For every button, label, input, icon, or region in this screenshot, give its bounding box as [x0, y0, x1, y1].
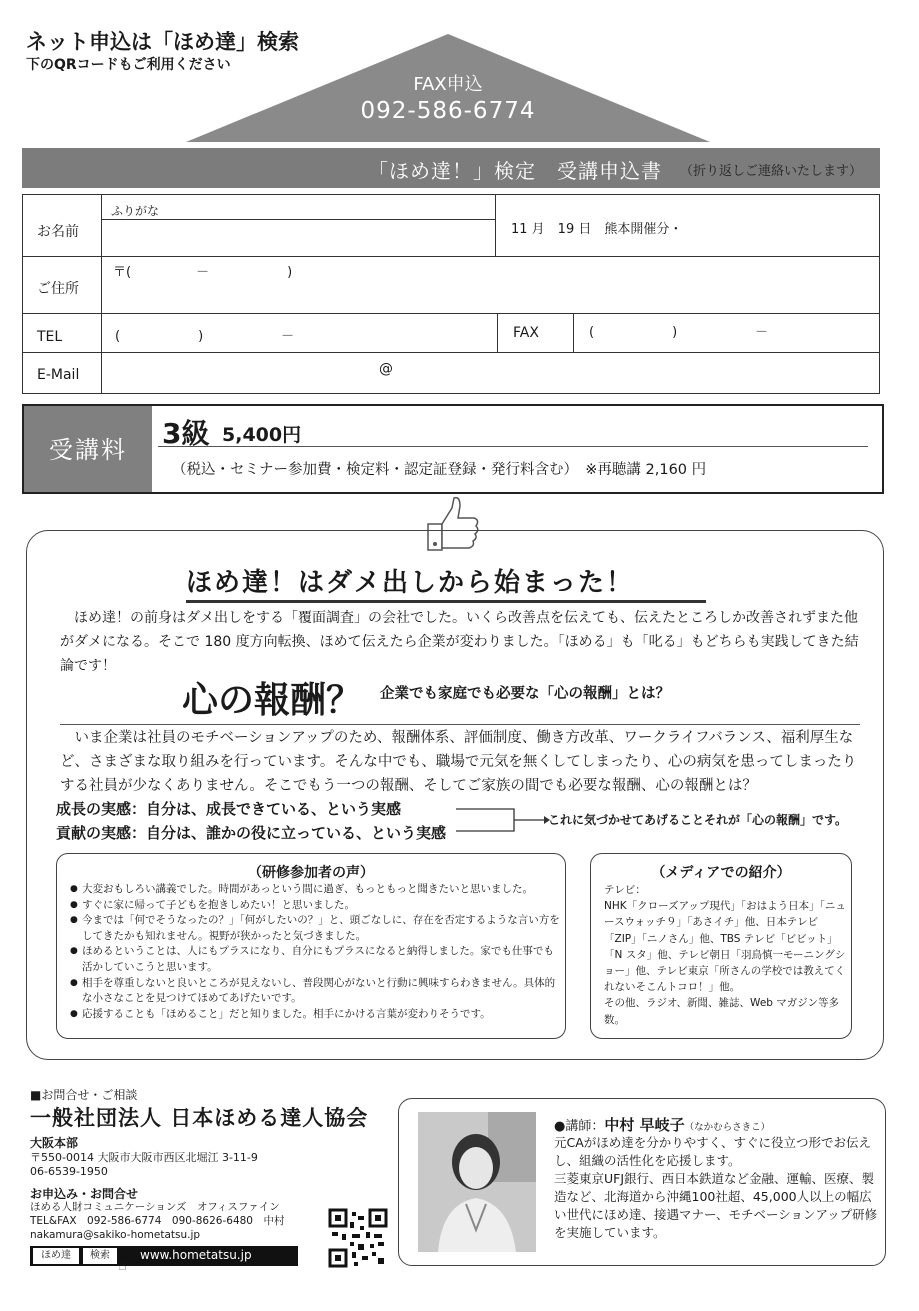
list-item: ● ほめるということは、人にもプラスになり、自分にもプラスになると納得しました。家でも仕事でも活かしていこうと思います。 — [70, 944, 560, 975]
heart-reward-title: 心の報酬？ — [182, 679, 363, 721]
list-item: ● 相手を尊重しないと良いところが見えないし、普段関心がないと行動に興味すらわきません。具体的な小さなことを見つけてほめてあげたいです。 — [70, 976, 560, 1007]
fax-label: FAX申込 — [413, 74, 483, 95]
lecturer-bio: 元CAがほめ達を分かりやすく、すぐに役立つ形でお伝えし、組織の活性化を応援します。 三菱東京UFJ銀行、西日本鉄道など金融、運輸、医療、製造など、北海道から沖縄100社超、45,000人以上の幅広い世代にほめ達、接遇マナー、モチベーションアップ研修を実施しています。 — [554, 1135, 878, 1240]
heart-divider — [60, 724, 860, 725]
email-field[interactable]: @ — [379, 361, 393, 377]
media-text: テレビ： NHK「クローズアップ現代」「おはよう日本」「ニュースウォッチ９」「あさイチ」他、日本テレビ「ZIP」「ニノさん」他、TBS テレビ「ビビット」「N スタ」他、テレビ朝日「羽鳥慎一モーニングショー」他、テレビ東京「所さんの学校では教えてくれないそこんトコロ！」他。 その他、ラジオ、新聞、雑誌、Web マガジン等多数。 — [604, 884, 846, 1026]
list-item: ● 応援することも「ほめること」だと知りました。相手にかける言葉が変わりそうです。 — [70, 1007, 560, 1023]
list-item: ● すぐに家に帰って子どもを抱きしめたい！と思いました。 — [70, 898, 560, 914]
hook-title: ほめ達！はダメ出しから始まった！ — [186, 568, 635, 598]
fee-divider — [158, 446, 868, 447]
net-apply-title: ネット申込は「ほめ達」検索 — [26, 30, 299, 54]
heart-reward-subtitle: 企業でも家庭でも必要な「心の報酬」とは？ — [380, 686, 670, 702]
fee-price: 5,400円 — [222, 424, 302, 446]
contribution-line: 貢献の実感：自分は、誰かの役に立っている、という実感 — [56, 824, 447, 842]
osaka-address: 〒550-0014 大阪市大阪市西区北堀江 3-11-9 06-6539-1950 — [30, 1151, 258, 1178]
furigana-label: ふりがな — [111, 204, 160, 218]
osaka-office-label: 大阪本部 — [30, 1136, 79, 1150]
fax-field[interactable]: ( ) － — [589, 325, 769, 340]
application-form — [22, 194, 880, 394]
media-title: （メディアでの紹介） — [651, 865, 791, 881]
lecturer-role: ●講師： — [554, 1119, 605, 1134]
name-label: お名前 — [37, 224, 79, 240]
organization-name: 一般社団法人 日本ほめる達人協会 — [30, 1105, 369, 1130]
form-title: 「ほめ達！」検定 受講申込書 — [368, 159, 662, 183]
tel-label: TEL — [37, 329, 63, 345]
bracket-arrow — [454, 806, 550, 834]
qr-hint: 下のQRコードもご利用ください — [26, 57, 231, 73]
fee-grade: 3級 — [162, 417, 210, 450]
heart-reward-text: いま企業は社員のモチベーションアップのため、報酬体系、評価制度、働き方改革、ワークライフバランス、福利厚生など、さまざまな取り組みを行っています。そんな中でも、職場で元気を無くしてしまったり、心の病気を患ってしまったりする社員が少なくありません。そこでもう一つの報酬、そしてご家族の間でも必要な報酬、心の報酬とは？ — [60, 730, 857, 794]
heart-reward-note: これに気づかせてあげることそれが「心の報酬」です。 — [548, 813, 848, 827]
search-button[interactable]: 検索 — [83, 1248, 117, 1264]
address-label: ご住所 — [37, 281, 79, 297]
session-date: 11 月 19 日 熊本開催分・ — [511, 222, 683, 237]
website-link[interactable]: www.hometatsu.jp — [140, 1248, 252, 1262]
search-input[interactable]: ほめ達 — [33, 1248, 79, 1264]
qr-code-icon[interactable] — [328, 1208, 388, 1268]
fax-field-label: FAX — [513, 325, 539, 341]
fee-label: 受講料 — [49, 436, 127, 464]
apply-contact: ほめる人財コミュニケーションズ オフィスファイン TEL&FAX 092-586-6774 090-8626-6480 中村 nakamura@sakiko-hometatsu.jp — [30, 1201, 285, 1241]
lecturer-kana: （なかむらさきこ） — [684, 1122, 771, 1133]
fee-detail: （税込・セミナー参加費・検定料・認定証登録・発行料含む） ※再聴講 2,160 円 — [172, 462, 707, 478]
hook-underline — [186, 600, 706, 603]
hook-text: ほめ達！の前身はダメ出しをする「覆面調査」の会社でした。いくら改善点を伝えても、伝えたところしか改善されずまた他がダメになる。そこで 180 度方向転換、ほめて伝えたら企業が変わりました。「ほめる」も「叱る」もどちらも実践してきた結論です！ — [60, 610, 859, 674]
list-item: ● 大変おもしろい講義でした。時間があっという間に過ぎ、もっともっと聞きたいと思いました。 — [70, 882, 560, 898]
growth-line: 成長の実感：自分は、成長できている、という実感 — [56, 800, 402, 818]
lecturer-fullname: 中村 早岐子 — [604, 1116, 685, 1134]
cursor-hand-icon: ☝ — [118, 1258, 127, 1274]
name-field[interactable] — [109, 223, 489, 251]
tel-field[interactable]: ( ) － — [115, 329, 295, 344]
voices-list — [70, 882, 560, 1022]
email-label: E-Mail — [37, 367, 80, 383]
contact-label: ■お問合せ・ご相談 — [30, 1088, 138, 1102]
postal-code-field[interactable]: 〒( － ) — [113, 265, 293, 280]
fax-number: 092-586-6774 — [360, 98, 536, 124]
form-note: （折り返しご連絡いたします） — [680, 164, 863, 179]
apply-label: お申込み・お問合せ — [30, 1187, 139, 1201]
list-item: ● 今までは「何でそうなったの？」「何がしたいの？」と、頭ごなしに、存在を否定するような言い方をしてきたかも知れません。視野が狭かったと気づきました。 — [70, 913, 560, 944]
voices-title: （研修参加者の声） — [248, 865, 374, 881]
lecturer-name — [554, 1114, 770, 1135]
lecturer-photo — [418, 1112, 536, 1252]
